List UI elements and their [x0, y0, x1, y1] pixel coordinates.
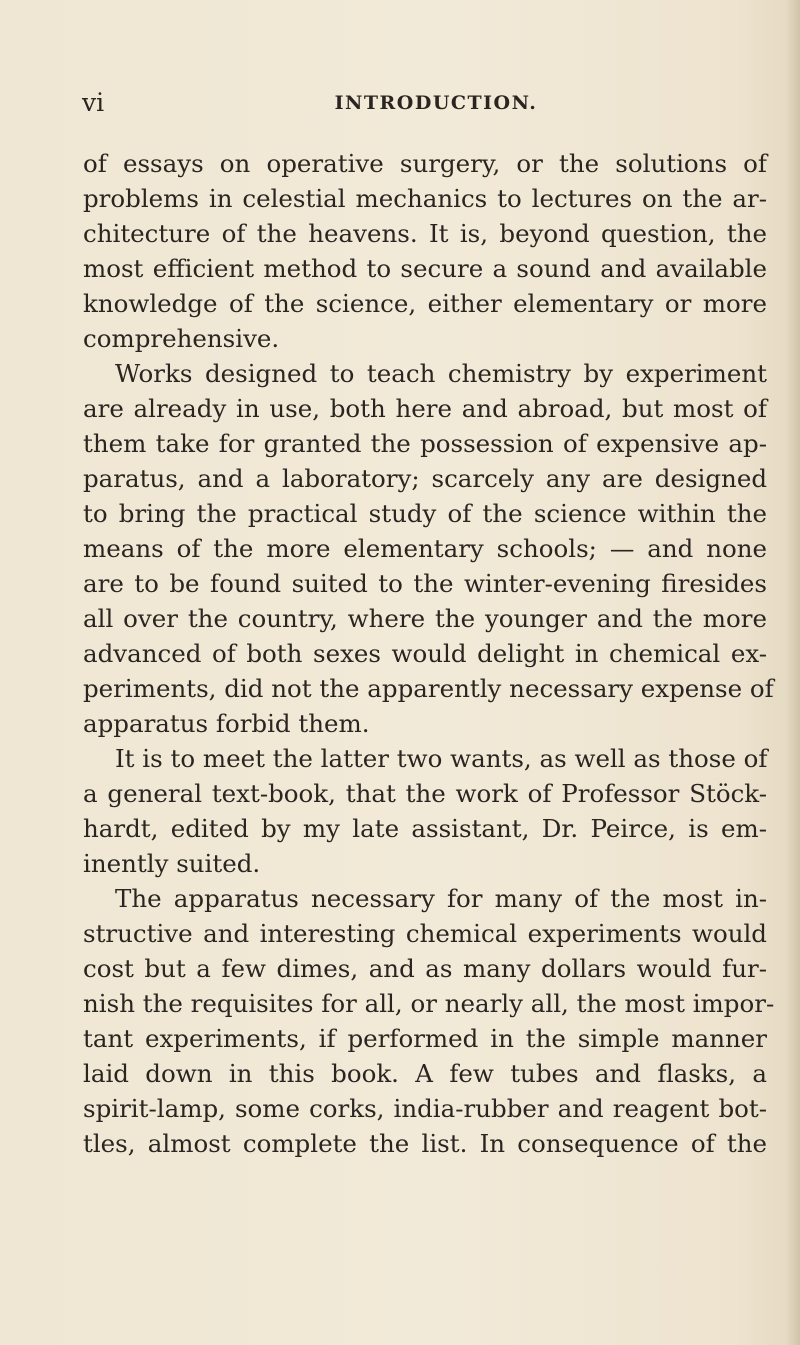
- text-line: are to be found suited to the winter-evening firesides: [83, 569, 767, 598]
- text-line: inently suited.: [83, 849, 261, 878]
- text-line: The apparatus necessary for many of the most in-: [115, 884, 767, 913]
- text-line: are already in use, both here and abroad, but most of: [83, 394, 767, 423]
- page-edge-shadow: [786, 0, 800, 1345]
- text-line: periments, did not the apparently necessary expense of: [83, 674, 774, 703]
- text-line: knowledge of the science, either elementary or more: [83, 289, 767, 318]
- text-line: cost but a few dimes, and as many dollars would fur-: [83, 954, 767, 983]
- text-line: paratus, and a laboratory; scarcely any are designed: [83, 464, 767, 493]
- text-line: laid down in this book. A few tubes and flasks, a: [83, 1059, 767, 1088]
- text-line: advanced of both sexes would delight in chemical ex-: [83, 639, 767, 668]
- text-line: all over the country, where the younger and the more: [83, 604, 767, 633]
- text-line: nish the requisites for all, or nearly all, the most impor-: [83, 989, 775, 1018]
- text-line: structive and interesting chemical experiments would: [83, 919, 767, 948]
- text-line: chitecture of the heavens. It is, beyond question, the: [83, 219, 767, 248]
- text-line: It is to meet the latter two wants, as well as those of: [115, 744, 768, 773]
- text-line: problems in celestial mechanics to lectures on the ar-: [83, 184, 767, 213]
- text-line: them take for granted the possession of expensive ap-: [83, 429, 767, 458]
- text-line: comprehensive.: [83, 324, 280, 353]
- text-line: of essays on operative surgery, or the solutions of: [83, 149, 767, 178]
- text-line: means of the more elementary schools; — and none: [83, 534, 767, 563]
- text-line: hardt, edited by my late assistant, Dr. Peirce, is em-: [83, 814, 767, 843]
- text-line: spirit-lamp, some corks, india-rubber and reagent bot-: [83, 1094, 767, 1123]
- body-text: [83, 146, 775, 1161]
- text-line: Works designed to teach chemistry by experiment: [115, 359, 767, 388]
- text-line: apparatus forbid them.: [83, 709, 370, 738]
- text-line: most efficient method to secure a sound and available: [83, 254, 767, 283]
- text-line: to bring the practical study of the science within the: [83, 499, 767, 528]
- running-head: INTRODUCTION.: [334, 92, 538, 114]
- page-number: vi: [82, 88, 105, 117]
- text-line: tant experiments, if performed in the simple manner: [83, 1024, 767, 1053]
- text-line: a general text-book, that the work of Professor Stöck-: [83, 779, 767, 808]
- page-header: [82, 88, 760, 118]
- text-line: tles, almost complete the list. In consequence of the: [83, 1129, 767, 1158]
